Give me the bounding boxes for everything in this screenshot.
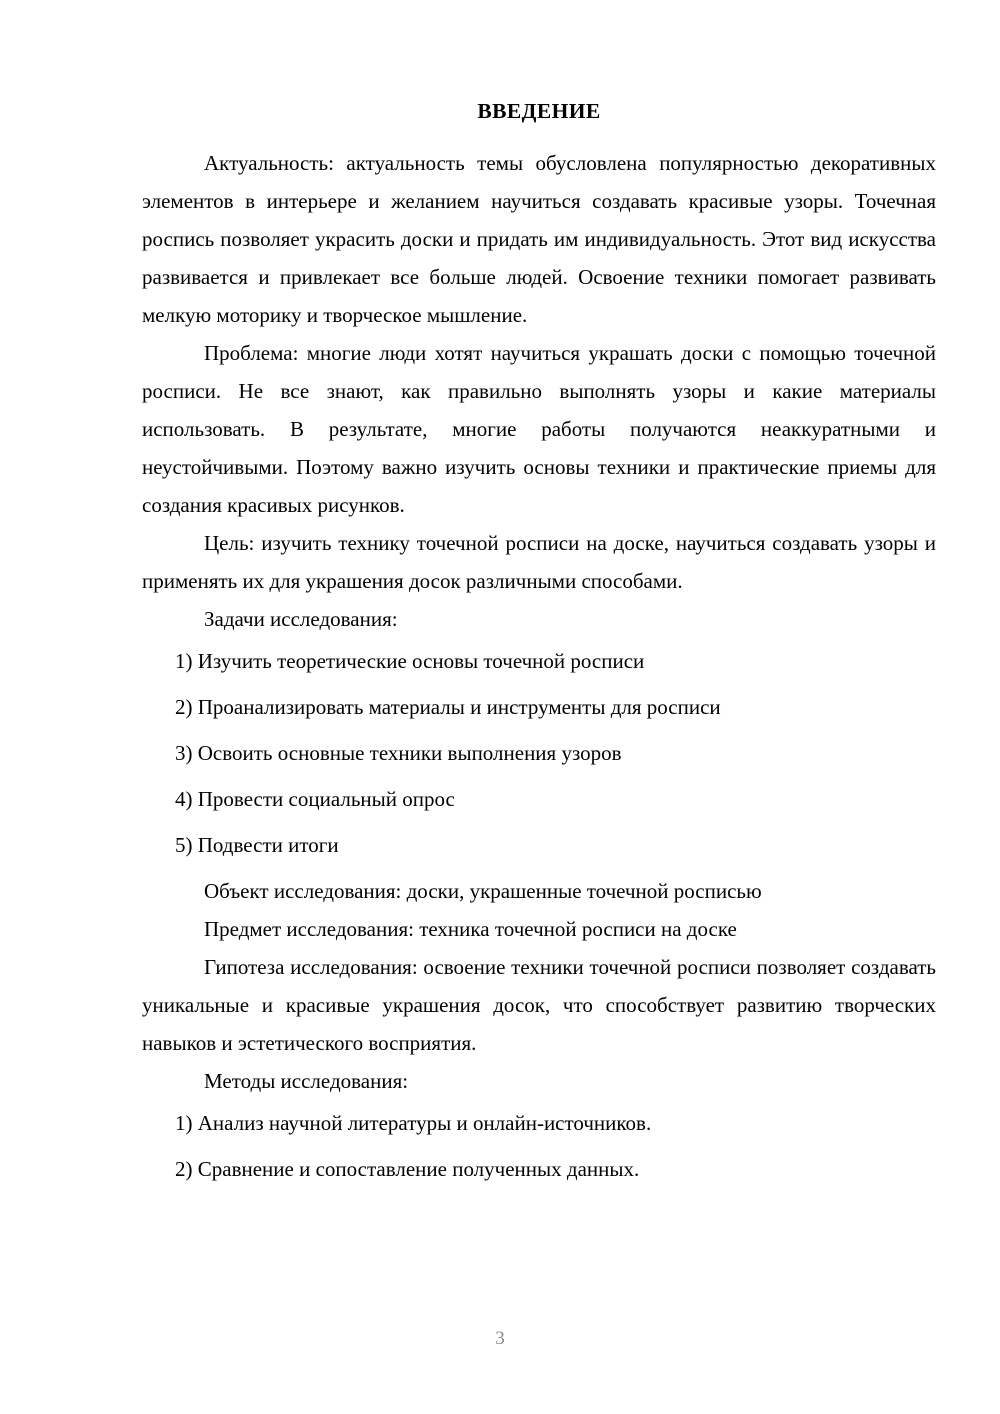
heading-methods: Методы исследования:: [204, 1069, 409, 1093]
list-item: 4) Провести социальный опрос: [175, 787, 455, 811]
document-body: [142, 92, 936, 1192]
tasks-list: [142, 638, 936, 868]
list-item: 1) Изучить теоретические основы точечной росписи: [175, 649, 645, 673]
heading-tasks: Задачи исследования:: [204, 607, 398, 631]
methods-list: [142, 1100, 936, 1192]
list-item: 2) Проанализировать материалы и инструменты для росписи: [175, 695, 721, 719]
list-item: 3) Освоить основные техники выполнения узоров: [175, 741, 622, 765]
paragraph-subject: Предмет исследования: техника точечной росписи на доске: [204, 917, 737, 941]
paragraph-relevance: Актуальность: актуальность темы обусловлена популярностью декоративных элементов в интерьере и желанием научиться создавать красивые узоры. Точечная роспись позволяет украсить доски и придать им индивидуальность. Этот вид искусства развивается и привлекает все больше людей. Освоение техники помогает развивать мелкую моторику и творческое мышление.: [142, 151, 936, 327]
paragraph-goal: Цель: изучить технику точечной росписи на доске, научиться создавать узоры и применять их для украшения досок различными способами.: [142, 531, 936, 593]
list-item: 5) Подвести итоги: [175, 833, 339, 857]
list-item: 1) Анализ научной литературы и онлайн-источников.: [175, 1111, 652, 1135]
page-number: 3: [495, 1328, 505, 1349]
list-item: 2) Сравнение и сопоставление полученных данных.: [175, 1157, 640, 1181]
paragraph-hypothesis: Гипотеза исследования: освоение техники точечной росписи позволяет создавать уникальные и красивые украшения досок, что способствует развитию творческих навыков и эстетического восприятия.: [142, 955, 936, 1055]
paragraph-object: Объект исследования: доски, украшенные точечной росписью: [204, 879, 762, 903]
page-title: ВВЕДЕНИЕ: [477, 99, 601, 123]
paragraph-problem: Проблема: многие люди хотят научиться украшать доски с помощью точечной росписи. Не все знают, как правильно выполнять узоры и какие материалы использовать. В результате, многие работы получаются неаккуратными и неустойчивыми. Поэтому важно изучить основы техники и практические приемы для создания красивых рисунков.: [142, 341, 936, 517]
